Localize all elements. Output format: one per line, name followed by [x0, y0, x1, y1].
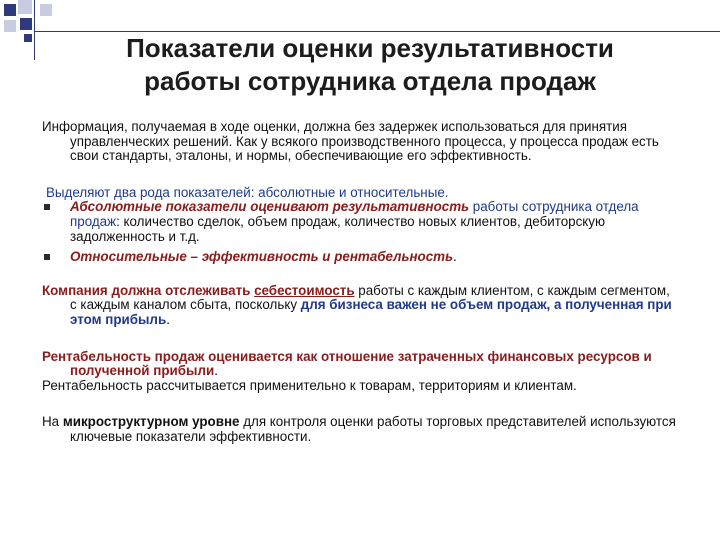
bullet-square-icon	[44, 254, 50, 260]
cost-tracking-dot: .	[166, 311, 170, 327]
slide-body	[42, 120, 678, 445]
deco-square	[20, 18, 32, 30]
relative-indicators-emphasis: Относительные – эффективность и рентабельность	[70, 249, 454, 265]
deco-vertical-line	[34, 0, 35, 60]
paragraph-info: Информация, получаемая в ходе оценки, должна без задержек использоваться для принятия управленческих решений. Как у всякого производственного процесса, у процесса продаж есть свои стандарты, эталоны, и нормы, обеспечивающие его эффективность.	[42, 119, 659, 164]
profit-emphasis: для бизнеса важен не объем продаж, а полученная при этом прибыль	[70, 297, 672, 327]
slide-title	[90, 32, 650, 98]
bullet-square-icon	[44, 204, 50, 210]
paragraph-micro-level	[42, 415, 678, 444]
paragraph-indicator-types	[42, 186, 678, 201]
deco-square	[4, 20, 16, 32]
cost-term: себестоимость	[254, 282, 355, 298]
absolute-indicators-subject: работы сотрудника отдела продаж	[70, 199, 639, 229]
deco-square	[40, 4, 52, 16]
paragraph-profitability	[42, 350, 678, 379]
profitability-definition: Рентабельность продаж оценивается как отношение затраченных финансовых ресурсов и полученной прибыли	[42, 348, 652, 379]
indicator-types-intro: Выделяют два рода показателей: абсолютные и относительные.	[46, 184, 449, 200]
micro-level-lead: На	[42, 414, 63, 430]
bullet-absolute	[42, 200, 678, 244]
deco-square	[24, 34, 32, 42]
micro-level-body: для контроля оценки работы торговых представителей используются ключевые показатели эффективности.	[70, 414, 676, 444]
profitability-dot: .	[214, 363, 218, 379]
cost-tracking-body: работы с каждым клиентом, с каждым сегментом, с каждым каналом сбыта, поскольку	[70, 282, 670, 313]
micro-level-term: микроструктурном уровне	[62, 414, 240, 430]
title-line-2: работы сотрудника отдела продаж	[144, 66, 596, 96]
deco-square	[18, 0, 32, 14]
cost-tracking-lead: Компания должна отслеживать	[42, 282, 255, 298]
title-line-1: Показатели оценки результативности	[126, 33, 614, 63]
deco-square	[4, 4, 16, 16]
relative-indicators-dot: .	[453, 249, 457, 265]
paragraph-profitability-scope: Рентабельность рассчитывается применительно к товарам, территориям и клиентам.	[42, 377, 577, 393]
absolute-indicators-list: : количество сделок, объем продаж, количество новых клиентов, дебиторскую задолженность и т.д.	[70, 213, 606, 244]
paragraph-cost-tracking	[42, 284, 678, 328]
bullet-relative	[42, 250, 678, 265]
absolute-indicators-emphasis: Абсолютные показатели оценивают результативность	[70, 199, 470, 215]
